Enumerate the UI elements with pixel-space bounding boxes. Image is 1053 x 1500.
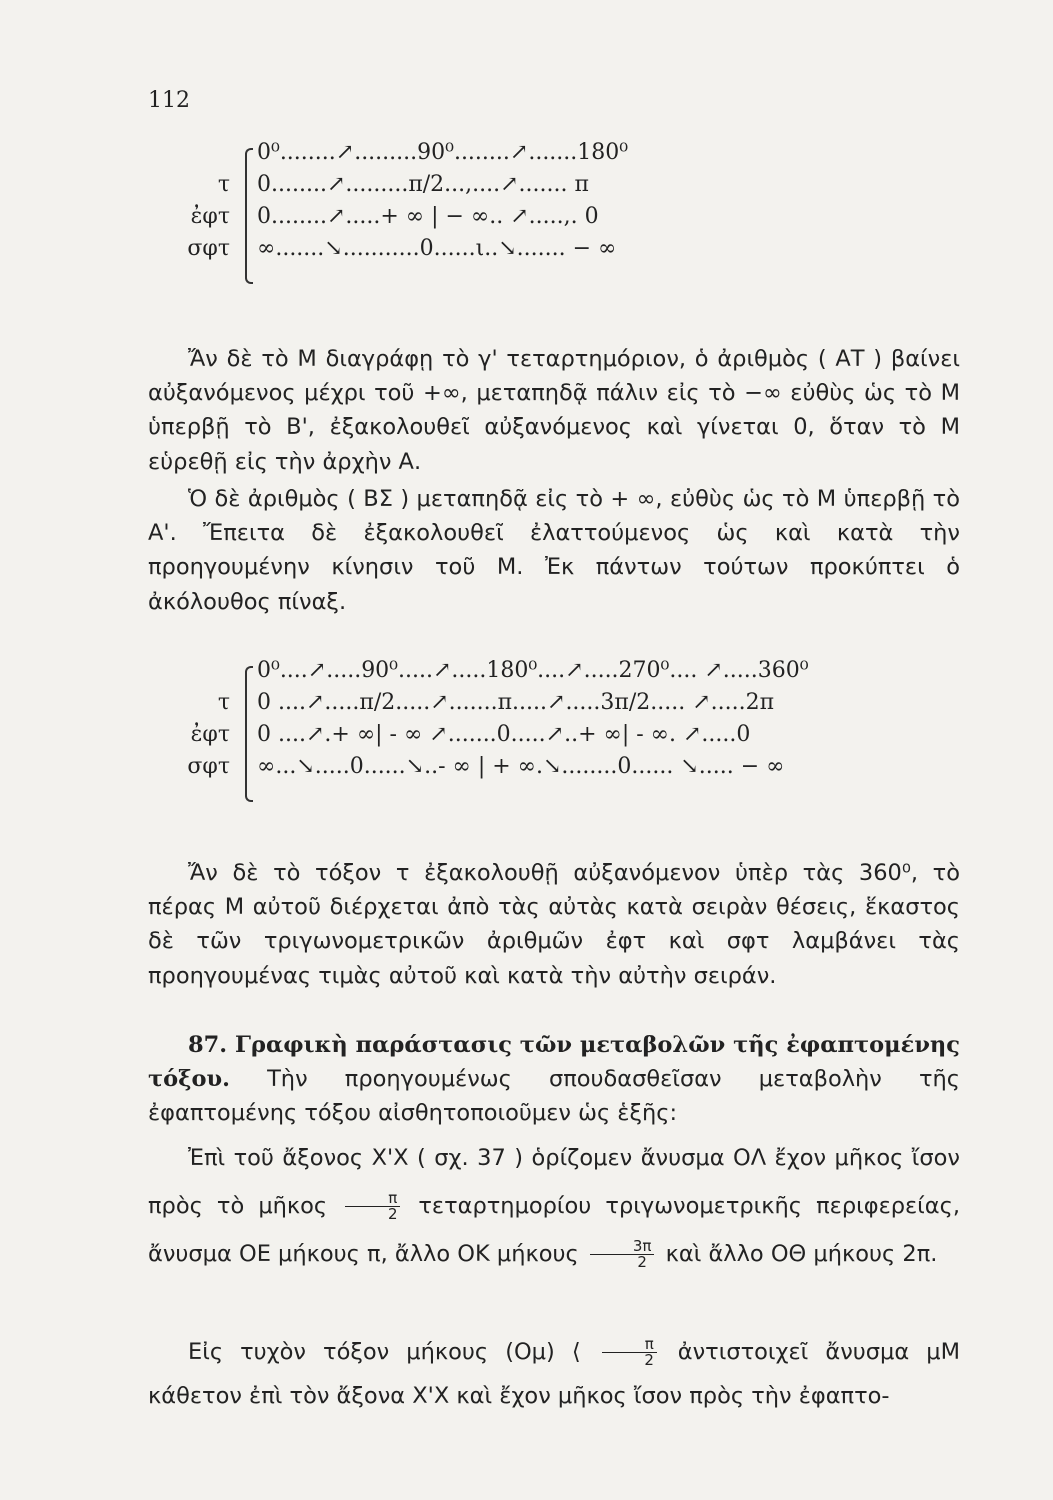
fraction-pi-over-2: $\frac{\pi}{2}$ bbox=[345, 1191, 400, 1222]
paragraph-6: Εἰς τυχὸν τόξον μήκους (Ομ) ⟨ $\frac{\pi}{2}$ ἀντιστοιχεῖ ἄνυσμα μΜ κάθετον ἐπὶ τὸν ἄξονα Χ'Χ καὶ ἔχον μῆκος ἴσον πρὸς τὴν ἐφαπτο- bbox=[148, 1335, 960, 1409]
table-1-brace bbox=[245, 148, 253, 284]
fraction-3pi-over-2: $\frac{3\pi}{2}$ bbox=[590, 1239, 655, 1270]
table-2-brace bbox=[245, 666, 253, 802]
section-intro: Τὴν προηγουμένως σπουδασθεῖσαν μεταβολὴν τῆς ἐφαπτομένης τόξου αἰσθητοποιοῦμεν ὡς ἑξῆς: bbox=[148, 1066, 960, 1127]
section-heading: 87. Γραφικὴ παράστασις τῶν μεταβολῶν τῆς ἐφαπτομένης τόξου. bbox=[148, 1032, 960, 1093]
document-page: 112 0⁰........↗.........90⁰........↗.......180⁰ τ 0........↗.........π/2...,....↗....... π ἐφτ 0........↗.....+ ∞ | − ∞.. ↗.....,. 0 σφτ ∞.......↘...........0......ι..↘....... − ∞ Ἄν δὲ τὸ Μ διαγράφῃ τὸ γ' τεταρτημόριον, ὁ ἀριθμὸς ( ΑΤ ) βαίνει αὐξανόμενος μέχρι τοῦ +∞, μεταπηδᾷ πάλιν εἰς τὸ −∞ εὐθὺς ὡς τὸ Μ ὑπερβῇ τὸ Β', ἐξακολουθεῖ αὐξανόμενος καὶ γίνεται 0, ὅταν τὸ Μ εὑρεθῇ εἰς τὴν ἀρχὴν Α. Ὁ δὲ ἀριθμὸς ( ΒΣ ) μεταπηδᾷ εἰς τὸ + ∞, εὐθὺς ὡς τὸ Μ ὑπερβῇ τὸ Α'. Ἔπειτα δὲ ἐξακολουθεῖ ἐλαττούμενος ὡς καὶ κατὰ τὴν προηγουμένην κίνησιν τοῦ Μ. Ἐκ πάντων τούτων προκύπτει ὁ ἀκόλουθος πίναξ. 0⁰....↗.....90⁰.....↗.....180⁰....↗.....270⁰.... ↗.....360⁰ τ 0 ....↗.....π/2.....↗.......π.....↗.....3π/2..... ↗.....2π ἐφτ 0 ....↗.+ ∞| - ∞ ↗.......0.....↗..+ ∞| - ∞. ↗.....0 σφτ ∞...↘.....0......↘..- ∞ | + ∞.↘........0...... ↘..... − ∞ Ἄν δὲ τὸ τόξον τ ἐξακολουθῇ αὐξανόμενον ὑπὲρ τὰς 360⁰, τὸ πέρας Μ αὐτοῦ διέρχεται ἀπὸ τὰς αὐτὰς κατὰ σειρὰν θέσεις, ἕκαστος δὲ τῶν τριγωνομετρικῶν ἀριθμῶν ἐφτ καὶ σφτ λαμβάνει τὰς προηγουμένας τιμὰς αὐτοῦ καὶ κατὰ τὴν αὐτὴν σειράν. 87. Γραφικὴ παράστασις τῶν μεταβολῶν τῆς ἐφαπτομένης τόξου. Τὴν προηγουμένως σπουδασθεῖσαν μεταβολὴν τῆς ἐφαπτομένης τόξου αἰσθητοποιοῦμεν ὡς ἑξῆς: Ἐπὶ τοῦ ἄξονος Χ'Χ ( σχ. 37 ) ὁρίζομεν ἄνυσμα ΟΛ ἔχον μῆκος ἴσον πρὸς τὸ μῆκος $\frac{\pi}{2}$ τεταρτημορίου τριγωνομετρικῆς περιφερείας, ἄνυσμα ΟΕ μήκους π, ἄλλο ΟΚ μήκους $\frac{3\pi}{2}$ καὶ ἄλλο ΟΘ μήκους 2π. Εἰς τυχὸν τόξον μήκους (Ομ) ⟨ $\frac{\pi}{2}$ ἀντιστοιχεῖ ἄνυσμα μΜ κάθετον ἐπὶ τὸν ἄξονα Χ'Χ καὶ ἔχον μῆκος ἴσον πρὸς τὴν ἐφαπτο- bbox=[0, 0, 1053, 1500]
paragraph-1: Ἄν δὲ τὸ Μ διαγράφῃ τὸ γ' τεταρτημόριον, ὁ ἀριθμὸς ( ΑΤ ) βαίνει αὐξανόμενος μέχρι τοῦ +∞, μεταπηδᾷ πάλιν εἰς τὸ −∞ εὐθὺς ὡς τὸ Μ ὑπερβῇ τὸ Β', ἐξακολουθεῖ αὐξανόμενος καὶ γίνεται 0, ὅταν τὸ Μ εὑρεθῇ εἰς τὴν ἀρχὴν Α. bbox=[148, 346, 960, 475]
paragraph-2: Ὁ δὲ ἀριθμὸς ( ΒΣ ) μεταπηδᾷ εἰς τὸ + ∞, εὐθὺς ὡς τὸ Μ ὑπερβῇ τὸ Α'. Ἔπειτα δὲ ἐξακολουθεῖ ἐλαττούμενος ὡς καὶ κατὰ τὴν προηγουμένην κίνησιν τοῦ Μ. Ἐκ πάντων τούτων προκύπτει ὁ ἀκόλουθος πίναξ. bbox=[148, 486, 960, 615]
section-87 bbox=[148, 1028, 960, 1131]
page-number: 112 bbox=[148, 88, 190, 113]
fraction-pi-over-2: $\frac{\pi}{2}$ bbox=[602, 1337, 657, 1368]
paragraph-5: Ἐπὶ τοῦ ἄξονος Χ'Χ ( σχ. 37 ) ὁρίζομεν ἄνυσμα ΟΛ ἔχον μῆκος ἴσον πρὸς τὸ μῆκος $\frac{\pi}{2}$ τεταρτημορίου τριγωνομετρικῆς περιφερείας, ἄνυσμα ΟΕ μήκους π, ἄλλο ΟΚ μήκους $\frac{3\pi}{2}$ καὶ ἄλλο ΟΘ μήκους 2π. bbox=[148, 1145, 960, 1271]
paragraph-3: Ἄν δὲ τὸ τόξον τ ἐξακολουθῇ αὐξανόμενον ὑπὲρ τὰς 360⁰, τὸ πέρας Μ αὐτοῦ διέρχεται ἀπὸ τὰς αὐτὰς κατὰ σειρὰν θέσεις, ἕκαστος δὲ τῶν τριγωνομετρικῶν ἀριθμῶν ἐφτ καὶ σφτ λαμβάνει τὰς προηγουμένας τιμὰς αὐτοῦ καὶ κατὰ τὴν αὐτὴν σειράν. bbox=[148, 860, 960, 989]
